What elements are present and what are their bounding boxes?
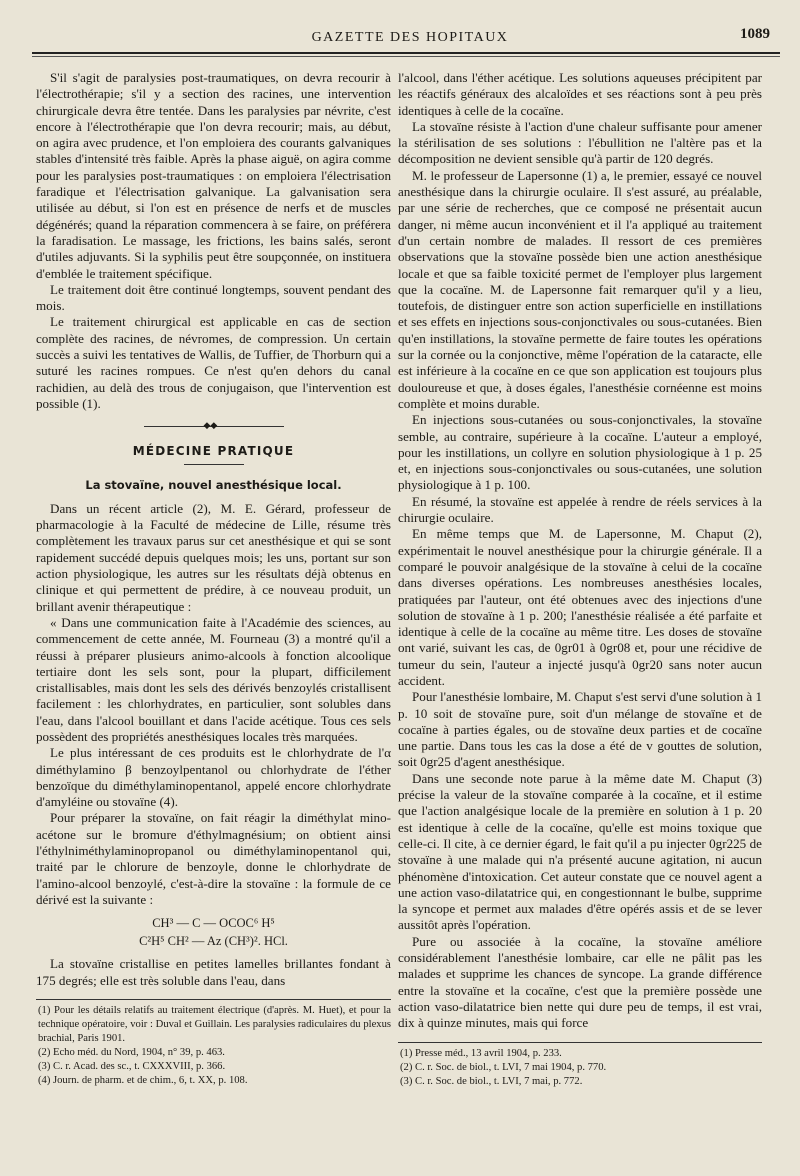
paragraph: Le traitement chirurgical est applicable en cas de section complète des racines, de névromes, de compression. Un certain succès a suivi les tentatives de Wallis, de Tuffier, de Thorburn qui a suturé les racines rompues. Ce n'est qu'en dehors du canal rachidien, au delà des trous de conjugaison, que l'intervention est possible (1). <box>36 314 391 411</box>
paragraph: La stovaïne résiste à l'action d'une chaleur suffisante pour amener la stérilisation de ses solutions : l'ébullition ne l'altère pas et la décomposition ne devient sensible qu'à partir de 120 degrés. <box>398 118 762 167</box>
paragraph: M. le professeur de Lapersonne (1) a, le premier, essayé ce nouvel anesthésique dans la chirurgie oculaire. Il s'est assuré, au préalable, par une série de recherches, que ce composé ne présentait aucun danger, ni même aucun inconvénient et il l'a appliqué au traitement d'un certain nombre de malades. Il ressort de ces premières observations que la stovaïne possède bien une action anesthésique locale et que sa faible toxicité permet de l'employer plus largement que la cocaïne. M. de Lapersonne fait remarquer qu'il y a lieu, toutefois, de distinguer entre son action superficielle en instillations et ses effets en injections sous-conjonctivales ou sous-cutanées. Bien qu'en instillations, la stovaïne permette de faire toutes les opérations sur la cornée ou la conjonctive, même l'opération de la cataracte, elle est inférieure à la cocaïne en ce que son application est toujours plus douloureuse et que, à doses égales, l'anesthésie cornéenne est moins complète et moins durable. <box>398 167 762 411</box>
page-header <box>40 26 780 48</box>
paragraph: La stovaïne cristallise en petites lamelles brillantes fondant à 175 degrés; elle est très soluble dans l'eau, dans <box>36 956 391 988</box>
paragraph: Dans une seconde note parue à la même date M. Chaput (3) précise la valeur de la stovaïne comparée à la cocaïne, et il estime que l'action analgésique locale de la première en solution à 1 p. 20 est identique à celle de la cocaïne, qu'elle est moins toxique que celle-ci. Il cite, à ce dernier égard, le fait qu'il a pu injecter 0gr225 de stovaïne à une malade qui n'a présenté aucune agitation, ni aucun phénomène d'intoxication. Cet auteur constate que ce nouvel agent a une action vaso-dilatatrice qui, en congestionnant le bulbe, supprime la syncope et permet aux malades d'être opérés assis et de se lever aussitôt après l'opération. <box>398 770 762 933</box>
left-column <box>36 70 391 1088</box>
footnote: (2) C. r. Soc. de biol., t. LVI, 7 mai 1904, p. 770. <box>400 1061 607 1073</box>
footnote: (3) C. r. Acad. des sc., t. CXXXVIII, p. 366. <box>38 1060 226 1072</box>
footnotes <box>398 1047 762 1089</box>
footnote-rule <box>36 999 391 1000</box>
divider-ornament: ◆◆ <box>203 420 218 431</box>
footnote-rule <box>398 1042 762 1043</box>
right-column <box>398 70 762 1089</box>
paragraph: Pour préparer la stovaïne, on fait réagir la diméthylat mino-acétone sur le bromure d'éthylmagnésium; on obtient ainsi l'éthylniméthylaminopropanol ou diméthylaminopentanol qui, traité par le chlorure de benzoyle, donne le chlorhydrate de l'amino-alcool benzoylé, c'est-à-dire la stovaïne : la formule de ce dérivé est la suivante : <box>36 810 391 907</box>
header-rule <box>32 52 780 54</box>
header-rule-thin <box>32 56 780 57</box>
section-title: MÉDECINE PRATIQUE <box>132 444 295 459</box>
chemical-formula <box>36 914 391 950</box>
journal-title: GAZETTE DES HOPITAUX <box>311 30 509 45</box>
footnote: (4) Journ. de pharm. et de chim., 6, t. XX, p. 108. <box>38 1074 248 1086</box>
footnote: (1) Presse méd., 13 avril 1904, p. 233. <box>400 1047 562 1059</box>
paragraph: En même temps que M. de Lapersonne, M. Chaput (2), expérimentait le nouvel anesthésique pour la chirurgie générale. Il a comparé le pouvoir analgésique de la stovaïne à celui de la cocaïne dans diverses opérations. Les nombreuses anesthésies locales, pratiquées par l'auteur, ont été obtenues avec des injections d'une solution de stovaïne à 1 p. 200; l'anesthésie réalisée a été parfaite et identique à celle de la cocaïne au même titre. Les doses de stovaïne ont varié, suivant les cas, de 0gr01 à 0gr08 et, pour une récidive de tumeur du sein, l'auteur a injecté jusqu'à 0gr20 sans noter aucun accident. <box>398 526 762 688</box>
formula-line: C²H⁵ CH² — Az (CH³)². HCl. <box>139 934 288 949</box>
paragraph: En résumé, la stovaïne est appelée à rendre de réels services à la chirurgie oculaire. <box>398 493 762 526</box>
paragraph: « Dans une communication faite à l'Académie des sciences, au commencement de cette année, M. Fourneau (3) a montré qu'il a réussi à préparer plusieurs animo-alcools à fonction alcoolique tertiaire dont les sels sont, pour la plupart, difficilement cristallisables, mais dont les sels des dérivés benzoylés cristallisent facilement : les chlorhydrates, en particulier, sont solubles dans l'eau, dans l'alcool bouillant et dans l'acide acétique. Tous ces sels possèdent des propriétés anesthésiques locales très marquées. <box>36 614 391 744</box>
formula-line: CH³ — C — OCOC⁶ H⁵ <box>152 916 275 931</box>
paragraph: Le traitement doit être continué longtemps, souvent pendant des mois. <box>36 281 391 314</box>
paragraph: Dans un récent article (2), M. E. Gérard, professeur de pharmacologie à la Faculté de médecine de Lille, résume très complètement les travaux parus sur cet anesthésique et qui se sont rapidement succédé depuis quelques mois; les uns, portant sur son action physiologique, les autres sur les résultats déjà obtenus en clinique et qui permettent de prédire, à ce nouveau produit, un brillant avenir thérapeutique : <box>36 500 391 614</box>
paragraph: Pour l'anesthésie lombaire, M. Chaput s'est servi d'une solution à 1 p. 10 soit de stovaïne pure, soit d'un mélange de stovaïne et de cocaïne à parties égales, ou de stovaïne deux parties et de cocaïne une partie. Dans tous les cas la dose a été de v gouttes de solution, soit 0gr25 d'agent anesthésique. <box>398 689 762 770</box>
section-divider <box>144 420 284 433</box>
title-rule <box>184 464 244 465</box>
footnote: (2) Echo méd. du Nord, 1904, n° 39, p. 463. <box>38 1046 225 1058</box>
page-number: 1089 <box>740 26 770 42</box>
footnote: (1) Pour les détails relatifs au traitement électrique (d'après. M. Huet), et pour la technique opératoire, voir : Duval et Guillain. Les paralysies radiculaires du plexus brachial, Paris 1901. <box>38 1004 391 1044</box>
paragraph: S'il s'agit de paralysies post-traumatiques, on devra recourir à l'électrothérapie; s'il y a section des racines, une intervention chirurgicale devra être tentée. Dans les paralysies par névrite, c'est encore à l'électrothérapie que l'on devra recourir; mais, au début, on agira avec prudence, et l'on emploiera des courants galvaniques stables d'intensité très faible. Après la phase aiguë, on agira comme pour les paralysies post-traumatiques : on emploiera l'électrisation faradique et l'électrisation galvanique. La galvanisation sera utilisée au début, si l'on est en présence de nerfs et de muscles dégénérés; quand la réparation commencera à se faire, on préférera la faradisation. Le massage, les frictions, les bains salés, seront d'utiles adjuvants. Si la syphilis peut être soupçonnée, on instituera d'emblée le traitement spécifique. <box>36 70 391 281</box>
article-title: La stovaïne, nouvel anesthésique local. <box>85 477 342 492</box>
footnote: (3) C. r. Soc. de biol., t. LVI, 7 mai, p. 772. <box>400 1075 583 1087</box>
footnotes <box>36 1004 391 1088</box>
paragraph: Le plus intéressant de ces produits est le chlorhydrate de l'α diméthylamino β benzoylpentanol ou chlorhydrate de l'éther benzoïque du diméthylaminopentanol, appelé encore chlorhydrate d'amyléine ou stovaïne (4). <box>36 745 391 810</box>
paragraph: En injections sous-cutanées ou sous-conjonctivales, la stovaïne semble, au contraire, supérieure à la cocaïne. L'auteur a employé, pour les instillations, un collyre en solution physiologique à 1 p. 25 et, en injections sous-conjonctivales ou sous-cutanées, une solution physiologique à 1 p. 100. <box>398 412 762 493</box>
paragraph: Pure ou associée à la cocaïne, la stovaïne améliore considérablement l'anesthésie lombaire, car elle ne pâlit pas les malades et supprime les chances de syncope. La grande différence entre la stovaïne et la cocaïne, c'est que la première possède une action vaso-dilatatrice bien nette qui dure peu de temps, il est vrai, dix à quinze minutes, mais qui force <box>398 933 762 1031</box>
paragraph: l'alcool, dans l'éther acétique. Les solutions aqueuses précipitent par les réactifs généraux des alcaloïdes et ses réactions sont à peu près identiques à celle de la cocaïne. <box>398 70 762 118</box>
